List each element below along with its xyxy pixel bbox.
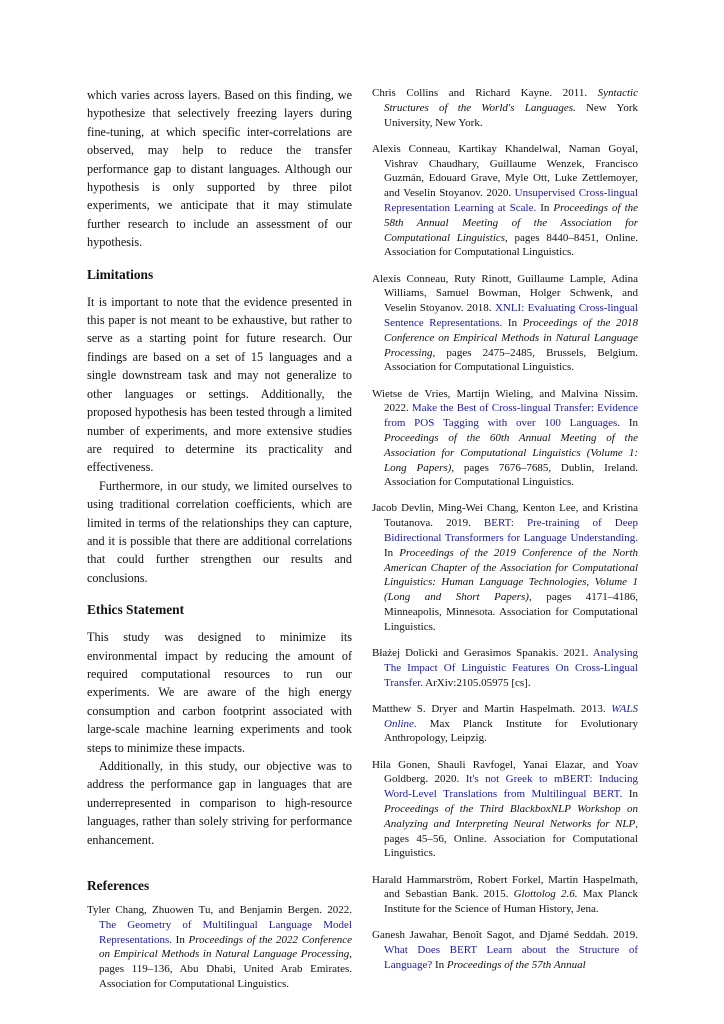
ref-venue: Proceedings of the 58th Annual Meeting of the Association for Computational Linguistics — [384, 201, 639, 244]
ref-details: , pages 4171–4186, Minneapolis, Minnesota. Association for Computational Linguistics. — [384, 591, 638, 633]
limitations-heading: Limitations — [87, 266, 154, 282]
ref-title-link[interactable]: BERT: Pre-training of Deep Bidirectional Transformers for Language Understanding. — [384, 517, 638, 545]
ref-details: , pages 119–136, Abu Dhabi, United Arab Emirates. Association for Computational Linguistics. — [99, 948, 352, 991]
ref-in: In — [507, 316, 518, 329]
ref-authors: Alexis Conneau, Ruty Rinott, Guillaume Lample, Adina Williams, Samuel Bowman, Holger Schwenk, and Veselin Stoyanov. 2018. — [372, 272, 638, 315]
ref-title-link[interactable]: Make the Best of Cross-lingual Transfer: Evidence from POS Tagging with over 100 Languages. — [384, 402, 638, 430]
intro-paragraph: which varies across layers. Based on this finding, we hypothesize that selectively freezing layers during fine-tuning, at which specific inter-correlations are observed, may help to reduce the transfer performance gap to distant languages. Although our hypothesis is only supported by three pilot experiments, we anticipate that it may stimulate further research to include an assessment of our hypothesis. — [87, 88, 352, 250]
reference-devries-2022 — [372, 387, 638, 491]
ref-venue: Proceedings of the 2022 Conference on Empirical Methods in Natural Language Processing — [99, 933, 352, 961]
ref-title-link[interactable]: Unsupervised Cross-lingual Representation Learning at Scale. — [384, 187, 638, 214]
ref-authors: Tyler Chang, Zhuowen Tu, and Benjamin Bergen. 2022. — [87, 904, 352, 917]
reference-conneau-2018 — [372, 272, 638, 376]
ref-in: In — [384, 546, 394, 559]
ref-title: Syntactic Structures of the World's Languages. — [384, 87, 638, 114]
ref-authors: Błażej Dolicki and Gerasimos Spanakis. 2021. — [372, 647, 589, 660]
ethics-paragraph-1: This study was designed to minimize its environmental impact by reducing the amount of required computational resources to run our experiments. We are aware of the high energy consumption and carbon footprint associated with large-scale machine learning experiments and took steps to minimize these impacts. — [87, 630, 352, 755]
ref-authors: Ganesh Jawahar, Benoît Sagot, and Djamé Seddah. 2019. — [372, 929, 638, 942]
reference-hammarstrom-2015 — [372, 873, 638, 917]
ref-title-link[interactable]: It's not Greek to mBERT: Inducing Word-Level Translations from Multilingual BERT. — [384, 773, 638, 801]
ref-venue: Proceedings of the Third BlackboxNLP Workshop on Analyzing and Interpreting Neural Networks for NLP — [384, 803, 638, 830]
limitations-paragraph-2: Furthermore, in our study, we limited ourselves to using traditional correlation coefficients, which are limited in terms of the relationships they can capture, and it is possible that there are additional correlations that could further strengthen our results and conclusions. — [87, 478, 352, 585]
reference-collins-2011 — [372, 86, 638, 130]
reference-gonen-2020 — [372, 758, 638, 862]
ref-details: Max Planck Institute for the Science of Human History, Jena. — [384, 888, 639, 916]
ref-title-link[interactable]: The Geometry of Multilingual Language Model Representations. — [99, 918, 352, 946]
references-heading: References — [87, 878, 150, 894]
ref-details: Max Planck Institute for Evolutionary Anthropology, Leipzig. — [384, 717, 638, 745]
ref-title: WALS Online. — [384, 702, 639, 730]
ref-venue: Proceedings of the 2018 Conference on Empirical Methods in Natural Language Processing — [384, 316, 639, 359]
ref-authors: Harald Hammarström, Robert Forkel, Martin Haspelmath, and Sebastian Bank. 2015. — [372, 873, 638, 901]
ref-authors: Chris Collins and Richard Kayne. 2011. — [372, 87, 588, 99]
right-column — [372, 86, 638, 984]
ref-in: In — [435, 958, 445, 971]
ref-title-link[interactable]: XNLI: Evaluating Cross-lingual Sentence Representations. — [384, 302, 638, 329]
ref-venue: Proceedings of the 57th Annual — [446, 958, 586, 971]
ref-details: ArXiv:2105.05975 [cs]. — [425, 676, 531, 689]
ref-authors: Hila Gonen, Shauli Ravfogel, Yanai Elazar, and Yoav Goldberg. 2020. — [372, 758, 638, 786]
ref-venue: Proceedings of the 2019 Conference of the North American Chapter of the Association for Computational Linguistics: Human Language Technologies, Volume 1 (Long and Short Papers) — [384, 546, 638, 604]
ethics-paragraph-2: Additionally, in this study, our objective was to address the performance gap in languages that are underrepresented in comparison to high-resource languages, rather than solely striving for performance enhancement. — [87, 759, 352, 847]
ref-authors: Alexis Conneau, Kartikay Khandelwal, Naman Goyal, Vishrav Chaudhary, Guillaume Wenzek, Francisco Guzmán, Edouard Grave, Myle Ott, Luke Zettlemoyer, and Veselin Stoyanov. 2020. — [372, 142, 638, 200]
limitations-paragraph-1: It is important to note that the evidence presented in this paper is not meant to be exhaustive, but rather to serve as a starting point for future research. Our findings are based on a set of 15 languages and a single downstream task and may not generalize to other languages or settings. Additionally, the proposed hypothesis has been tested through a limited number of experiments, and more extensive studies are required to determine its practicality and effectiveness. — [87, 294, 352, 475]
ref-authors: Jacob Devlin, Ming-Wei Chang, Kenton Lee, and Kristina Toutanova. 2019. — [372, 502, 638, 530]
ref-details: New York University, New York. — [384, 101, 638, 129]
ref-details: , pages 45–56, Online. Association for Computational Linguistics. — [384, 817, 638, 860]
ref-title-link[interactable]: Analysing The Impact Of Linguistic Features On Cross-Lingual Transfer. — [384, 647, 638, 689]
ref-in: In — [628, 788, 638, 801]
ref-in: In — [628, 417, 638, 430]
ref-venue: Proceedings of the 60th Annual Meeting of the Association for Computational Linguistics (Volume 1: Long Papers) — [384, 431, 638, 474]
reference-dryer-2013 — [372, 702, 638, 746]
ref-title-link[interactable]: What Does BERT Learn about the Structure of Language? — [384, 944, 638, 971]
ref-details: , pages 2475–2485, Brussels, Belgium. Association for Computational Linguistics. — [384, 346, 638, 374]
reference-dolicki-2021 — [372, 646, 638, 690]
ref-in: In — [540, 201, 550, 214]
ref-in: In — [175, 933, 185, 946]
ref-authors: Wietse de Vries, Martijn Wieling, and Malvina Nissim. 2022. — [372, 387, 638, 415]
reference-devlin-2019 — [372, 501, 638, 634]
reference-jawahar-2019 — [372, 928, 638, 972]
ref-title: Glottolog 2.6. — [513, 888, 578, 901]
left-column — [87, 86, 352, 1003]
ref-details: , pages 8440–8451, Online. Association for Computational Linguistics. — [384, 231, 639, 259]
ref-authors: Matthew S. Dryer and Martin Haspelmath. 2013. — [372, 702, 606, 715]
reference-conneau-2020 — [372, 142, 638, 260]
ref-details: , pages 7676–7685, Dublin, Ireland. Association for Computational Linguistics. — [384, 461, 638, 489]
ethics-heading: Ethics Statement — [87, 602, 185, 618]
reference-chang-2022 — [87, 903, 352, 992]
